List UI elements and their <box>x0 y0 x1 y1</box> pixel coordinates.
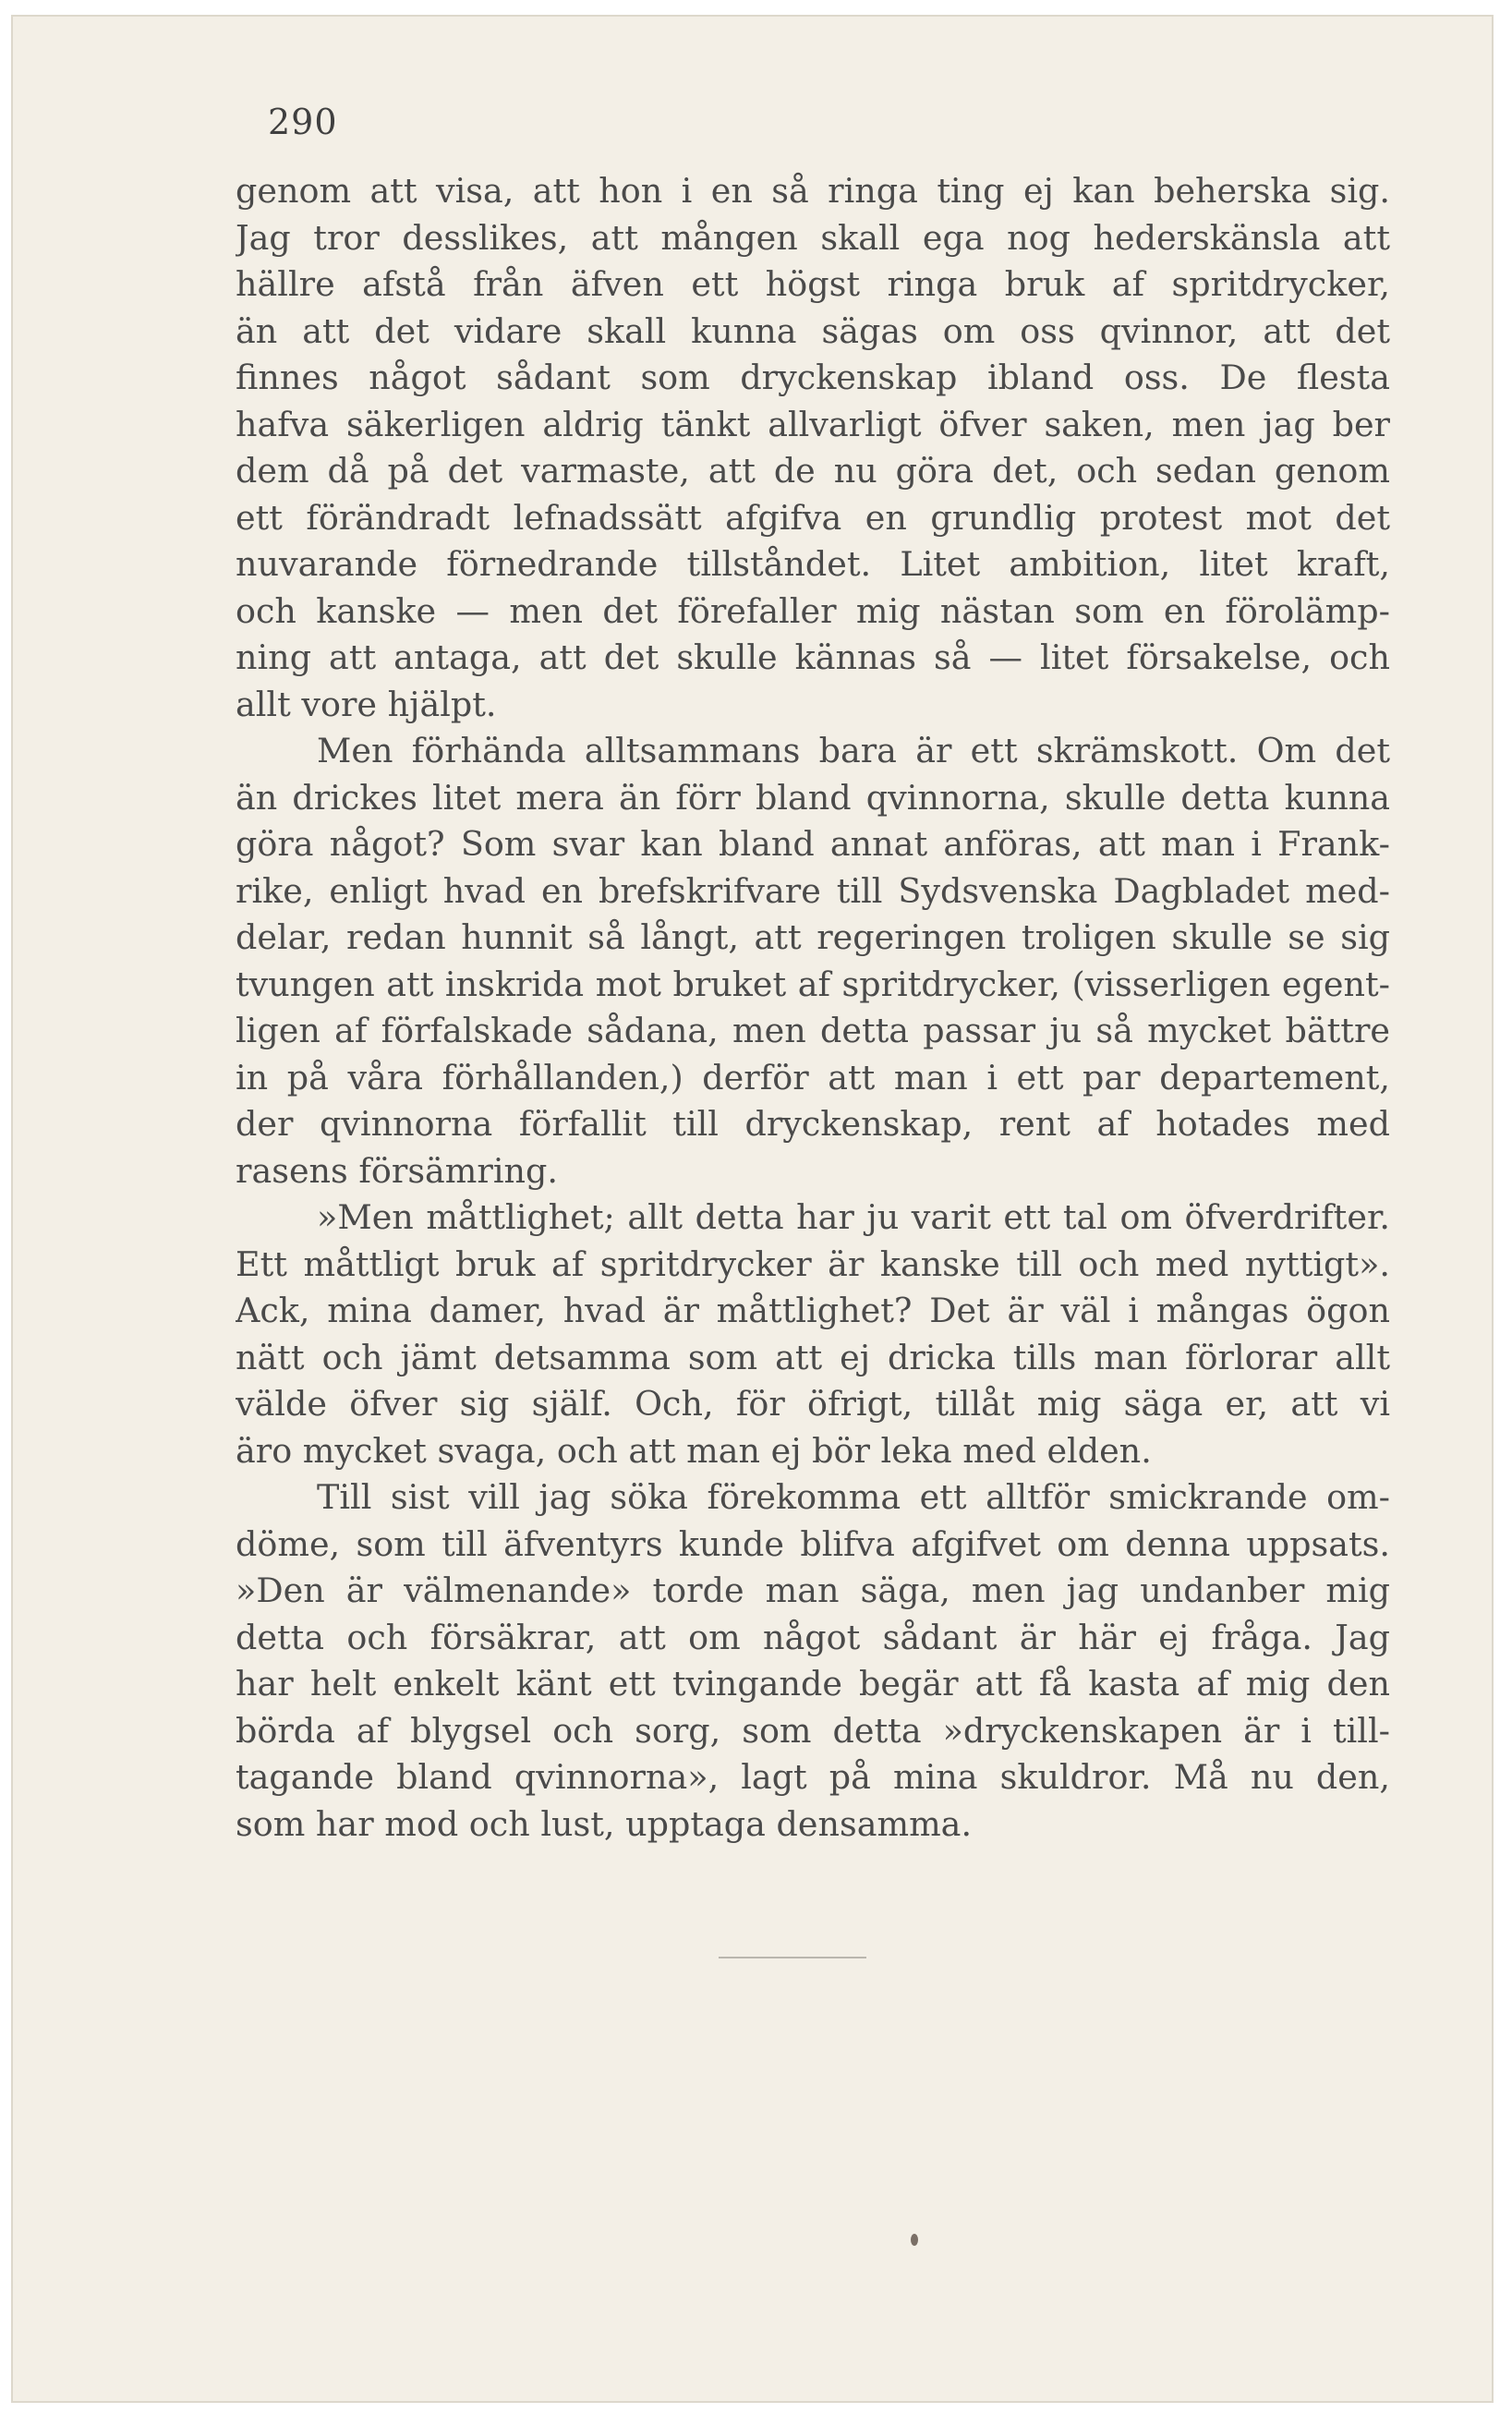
text-line: och kanske — men det förefaller mig nästan som en förolämp- <box>236 590 1390 631</box>
text-line: ligen af förfalskade sådana, men detta passar ju så mycket bättre <box>236 1011 1390 1050</box>
closing-rule <box>719 1957 866 1958</box>
text-line: in på våra förhållanden,) derför att man i ett par departement, <box>236 1057 1390 1097</box>
text-line: Till sist vill jag söka förekomma ett alltför smickrande om- <box>317 1477 1390 1517</box>
text-line: »Den är välmenande» torde man säga, men jag undanber mig <box>236 1570 1390 1610</box>
text-line: genom att visa, att hon i en så ringa ting ej kan beherska sig. <box>236 171 1390 211</box>
text-line: finnes något sådant som dryckenskap ibland oss. De flesta <box>236 358 1390 397</box>
text-line: nuvarande förnedrande tillståndet. Litet ambition, litet kraft, <box>236 544 1390 584</box>
text-line: »Men måttlighet; allt detta har ju varit ett tal om öfverdrifter. <box>317 1197 1390 1237</box>
text-line: detta och försäkrar, att om något sådant är här ej fråga. Jag <box>236 1617 1390 1657</box>
text-line: döme, som till äfventyrs kunde blifva afgifvet om denna uppsats. <box>236 1523 1390 1564</box>
text-line: än drickes litet mera än förr bland qvinnorna, skulle detta kunna <box>236 777 1390 818</box>
text-line: Men förhända alltsammans bara är ett skrämskott. Om det <box>317 731 1390 770</box>
text-line: allt vore hjälpt. <box>236 684 497 724</box>
text-line: rasens försämring. <box>236 1150 559 1191</box>
text-line: än att det vidare skall kunna sägas om oss qvinnor, att det <box>236 310 1390 351</box>
text-line: ning att antaga, att det skulle kännas så — litet försakelse, och <box>236 637 1390 677</box>
text-line: tvungen att inskrida mot bruket af spritdrycker, (visserligen egent- <box>236 964 1390 1004</box>
text-line: har helt enkelt känt ett tvingande begär att få kasta af mig den <box>236 1664 1390 1704</box>
ink-speck <box>911 2234 918 2246</box>
text-line: rike, enligt hvad en brefskrifvare till Sydsvenska Dagbladet med- <box>236 870 1390 911</box>
text-line: nätt och jämt detsamma som att ej dricka tills man förlorar allt <box>236 1337 1390 1377</box>
text-line: välde öfver sig själf. Och, för öfrigt, tillåt mig säga er, att vi <box>236 1384 1390 1424</box>
text-line: äro mycket svaga, och att man ej bör leka med elden. <box>236 1430 1152 1471</box>
text-line: tagande bland qvinnorna», lagt på mina skuldror. Må nu den, <box>236 1757 1390 1797</box>
text-line: som har mod och lust, upptaga densamma. <box>236 1803 973 1844</box>
body-text <box>236 168 1390 1848</box>
text-line: Ett måttligt bruk af spritdrycker är kanske till och med nyttigt». <box>236 1243 1390 1284</box>
text-line: börda af blygsel och sorg, som detta »dryckenskapen är i till- <box>236 1710 1390 1751</box>
text-line: ett förändradt lefnadssätt afgifva en grundlig protest mot det <box>236 497 1390 538</box>
text-line: der qvinnorna förfallit till dryckenskap, rent af hotades med <box>236 1104 1390 1144</box>
text-line: Ack, mina damer, hvad är måttlighet? Det är väl i mångas ögon <box>236 1291 1390 1330</box>
page-number: 290 <box>268 102 338 142</box>
text-line: dem då på det varmaste, att de nu göra det, och sedan genom <box>236 451 1390 491</box>
text-line: delar, redan hunnit så långt, att regeringen troligen skulle se sig <box>236 917 1390 957</box>
text-line: hällre afstå från äfven ett högst ringa bruk af spritdrycker, <box>236 264 1390 304</box>
text-line: göra något? Som svar kan bland annat anföras, att man i Frank- <box>236 824 1390 864</box>
text-line: Jag tror desslikes, att mången skall ega nog hederskänsla att <box>236 217 1390 258</box>
text-line: hafva säkerligen aldrig tänkt allvarligt öfver saken, men jag ber <box>236 404 1390 444</box>
